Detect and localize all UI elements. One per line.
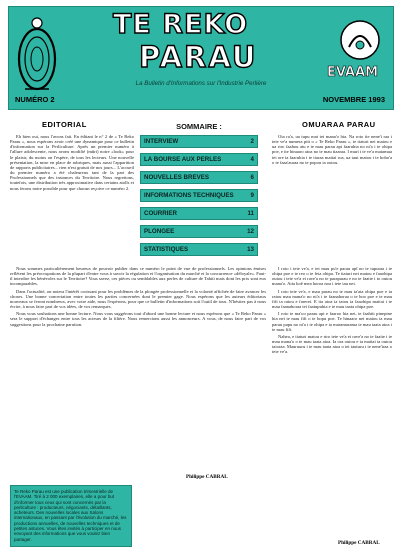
editorial-paragraph: Nous sommes particulièrement heureux de pouvoir publier dans ce numéro le point de vue de professionnels. Les opinions émises reflètent les préoccupations de la plupart d'entre vous à savoir la régulation et l'organisation du marché et la concurrence «déloyale». Faut-il interdire les bénévoles sur le Territoire? Vous savez, ces pièces ou semblables aux perles de culture de Tahiti mais dont les prix sont eux incomparables. (10, 266, 266, 287)
toc-item-label: COURRIER (144, 210, 178, 217)
toc-item-label: NOUVELLES BREVES (144, 174, 209, 181)
omuaraa-heading: OMUARAA PARAU (302, 120, 376, 129)
publication-info-box (10, 485, 132, 547)
toc-item-label: PLONGEE (144, 228, 175, 235)
editorial-paragraph: Eh bien oui, nous l'avons fait. En éditant le n° 2 de « Te Reko Parau », nous espérons avoir créé une dynamique pour ce bulletin d'information sur la Perliculture. Après un premier numéro à l'allure adolescente, nous avons modifié (mûri) notre «look» pour le plaisir, du moins on l'espère, de tous les lecteurs. Une nouvelle présentation, la mise en place de rubriques, mais aussi l'apparition de rapports publicitaires... rien n'est gratuit de nos jours... L'accueil du premier numéro a été chaleureux tant de la part des Professionnels que des instances du Territoire. Nous regrettons, toutefois, une distribution très approximative dans certains atolls et nous ferons notre possible pour que chacun reçoive ce numéro 2. (10, 134, 134, 191)
toc-item[interactable] (140, 135, 258, 148)
evaam-logo-text: EVAAM (327, 65, 379, 80)
omuaraa-text-top (272, 134, 392, 262)
omuaraa-paragraph: Nahea, e tiaturi matou e riro teie ve'a ei rave'a no te faaite i te mau mana'o o te mau taata atoa. Ia ora outou e ia maitai ta outou taioraa. Mauruuru i te mau taata atoa o tei tauturu i te nene'iraa o teie ve'a. (272, 333, 392, 355)
toc-item[interactable] (140, 171, 258, 184)
toc-item-page: 12 (247, 228, 254, 235)
pearl-shell-icon (15, 13, 59, 95)
masthead (8, 6, 394, 110)
omuaraa-paragraph: I roto te ma'oo parau api e faaroo hia nei, te faahiti pinepine hia nei te mau fifi o te hopu poe. Te hinaaro nei matou ia mau parau papu no ni'a i te ohipa e ia maramarama te mau taata atoa i te mau fifi. (272, 311, 392, 332)
editorial-paragraph: Dans l'actualité, on notera l'intérêt croissant pour les problèmes de la plongée professionnelle et la volonté affichée de faire avancer les choses. Une bonne concertation entre toutes les parties concernées dont le premier gage. Nous espérons que les auteurs éditoriaux nouveaux se feront nombreux, avec votre aide, nous l'espérons, pour que ce bulletin d'informations soit l'outil de tous. N'hésitez pas à nous écrire, à nous faire part de vos idées, de vos remarques. (10, 288, 266, 310)
issue-number: NUMÉRO 2 (15, 95, 55, 104)
omuaraa-signature: Philippe CABRAL (338, 540, 380, 546)
editorial-paragraph: Nous vous souhaitons une bonne lecture. Nous vous suggérons tout d'abord une bonne lecture et nous espérons que « Te Reko Parau » sera le support d'échanges entre tous les acteurs de la filière. Nous remercions aussi les annonceurs. A vous, de nous faire part de vos suggestions pour la prochaine parution. (10, 311, 266, 327)
editorial-heading: EDITORIAL (42, 120, 87, 129)
editorial-text-top (10, 134, 134, 262)
toc-item-page: 2 (250, 138, 254, 145)
toc-item[interactable] (140, 243, 258, 256)
toc-item-page: 11 (247, 210, 254, 217)
editorial-signature: Philippe CABRAL (186, 474, 228, 480)
toc-item-label: INFORMATIONS TECHNIQUES (144, 192, 234, 199)
toc-item[interactable] (140, 189, 258, 202)
omuaraa-paragraph: I roto i teie ve'a, e tei mau pu'e parau apî no te tupuraa i te ohipa poe e te reo o te feia ohipa. Te tiaturi nei matou e faaohipa outou i teie ve'a ei rave'a no te paraparau e no te faaite i to outou mana'o. Aita hoê mea horoa noa i teie tau nei. (272, 266, 392, 287)
omuaraa-paragraph: I roto teie ve'a, e mau parau no te mau ta'ata ohipa poe e ta ratou mau mana'o no ni'a i te faanahoraa o te hoo poe e te mau fifi ta ratou e farerei. E tia atoa ia tatou ia faaohipa maitai i te mau faanahoraa tei faatupuhia e te mau taata ohipa poe. (272, 288, 392, 310)
toc-item-label: STATISTIQUES (144, 246, 189, 253)
toc-item-page: 13 (247, 246, 254, 253)
editorial-text-bottom (10, 266, 266, 478)
publication-info-text: Te Reko Parau est une publication trimestrielle de l'EVAAM. Tiré à 2 000 exemplaires, elle a pour but d'informer tous ceux qui sont concernés par la perliculture : producteurs, négociants, détaillants, acheteurs. Des nouvelles locales aux Salons internationaux, en passant par l'évolution du marché, les productions annuelles, de nouvelles techniques et de petites astuces. Vous êtes invités à participer en nous envoyant des informations que vous voulez bien partager. (14, 489, 127, 542)
issue-date: NOVEMBRE 1993 (322, 95, 385, 104)
omuaraa-text-bottom (272, 266, 392, 536)
evaam-logo-icon (339, 19, 381, 61)
toc-item-label: INTERVIEW (144, 138, 179, 145)
toc-item[interactable] (140, 207, 258, 220)
newsletter-title-line2: PARAU (139, 40, 258, 74)
toc-item-page: 6 (250, 174, 254, 181)
newsletter-subtitle: La Bulletin d'Informations sur l'Industrie Perlière (135, 80, 267, 87)
toc-item-page: 4 (250, 156, 254, 163)
toc-title: SOMMAIRE : (176, 122, 222, 131)
toc-item[interactable] (140, 225, 258, 238)
toc-item-label: LA BOURSE AUX PERLES (144, 156, 222, 163)
toc-item[interactable] (140, 153, 258, 166)
omuaraa-paragraph: Oia ra'a, ua tupu mai tei mana'o hia. Na roto ite nene'i raa i teie ve'a numera piti o « Te Reko Parau », te tiaturi nei matou e ua riro faahou atu e te mau parau api faaruhia no ni'a i te ohipa poe, e ite hinaaro atoa no te mau tiaaraa. I muri i te ve'a matamua tei ore ia faaruhia i te tiaraa maitai roa, ua taui matou i te hoho'a o te faaa'auraa no te popou ia outou. (272, 134, 392, 165)
newsletter-title-line1: TE REKO (113, 9, 249, 40)
table-of-contents (140, 122, 258, 261)
toc-item-page: 9 (250, 192, 254, 199)
